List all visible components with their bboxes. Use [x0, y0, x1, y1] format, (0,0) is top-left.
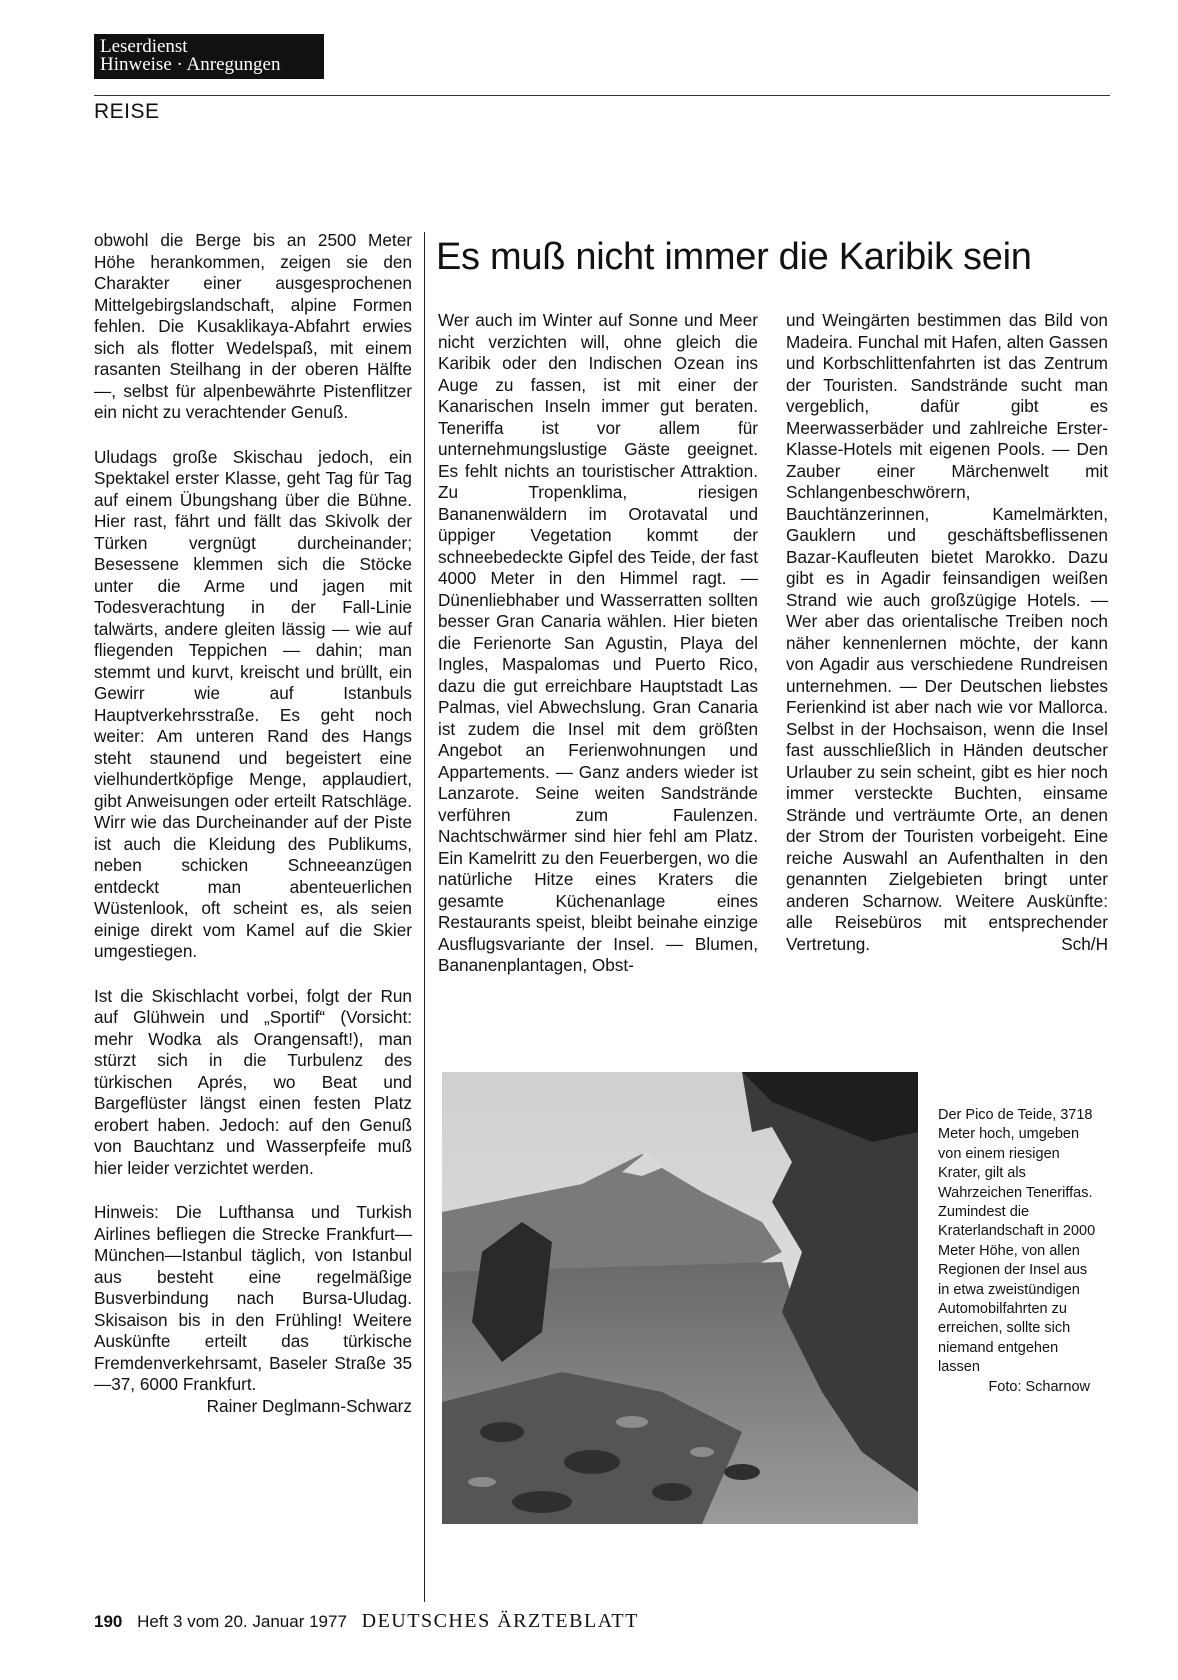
header-rule: [94, 95, 1110, 96]
masthead: [94, 34, 324, 79]
article-headline: Es muß nicht immer die Karibik sein: [436, 236, 1032, 278]
photo-caption-text: Der Pico de Teide, 3718 Meter hoch, umgeben von einem riesigen Krater, gilt als Wahrzeichen Teneriffas. Zumindest die Kraterlandschaft in 2000 Meter Höhe, von allen Regionen der Insel aus in etwa zweistündigen Automobilfahrten zu erreichen, sollte sich niemand entgehen lassen: [938, 1107, 1096, 1376]
left-paragraph-2: Uludags große Skischau jedoch, ein Spektakel erster Klasse, geht Tag für Tag auf einem Übungshang über die Bühne. Hier rast, fährt und fällt das Skivolk der Türken vergnügt durcheinander; Besessene klemmen sich die Stöcke unter die Arme und jagen mit Todesverachtung in der Fall-Linie talwärts, andere gleiten lässig — wie auf fliegenden Teppichen — dahin; man stemmt und kurvt, kreischt und brüllt, ein Gewirr wie auf Istanbuls Hauptverkehrsstraße. Es geht noch weiter: Am unteren Rand des Hangs steht staunend und begeistert eine vielhundertköpfige Menge, applaudiert, gibt Anweisungen oder erteilt Ratschläge. Wirr wie das Durcheinander auf der Piste ist auch die Kleidung des Publikums, neben schicken Schneeanzügen entdeckt man abenteuerlichen Wüstenlook, oft scheint es, als seien einige direkt vom Kamel auf die Skier umgestiegen.: [94, 446, 412, 961]
left-paragraph-4-text: Hinweis: Die Lufthansa und Turkish Airlines befliegen die Strecke Frankfurt—München—Istanbul täglich, von Istanbul aus besteht eine regelmäßige Busverbindung nach Bursa-Uludag. Skisaison bis in den Frühling! Weitere Auskünfte erteilt das türkische Fremdenverkehrsamt, Baseler Straße 35—37, 6000 Frankfurt.: [94, 1202, 412, 1394]
article-signature: Sch/H: [1061, 933, 1108, 954]
article-column-3: [786, 310, 1108, 955]
photo-caption: [938, 1106, 1098, 1397]
section-label: REISE: [94, 100, 160, 123]
left-signature: Rainer Deglmann-Schwarz: [206, 1395, 412, 1416]
column-divider: [424, 232, 425, 1602]
article-column-3-body: und Weingärten bestimmen das Bild von Madeira. Funchal mit Hafen, alten Gassen und Korbschlittenfahrten ist das Zentrum der Touristen. Sandstrände sucht man vergeblich, dafür gibt es Meerwasserbäder und zahlreiche Erster-Klasse-Hotels mit eigenen Pools. — Den Zauber einer Märchenwelt mit Schlangenbeschwörern, Bauchtänzerinnen, Kamelmärkten, Gauklern und geschäftsbeflissenen Bazar-Kaufleuten bietet Marokko. Dazu gibt es in Agadir feinsandigen weißen Strand wie auch großzügige Hotels. — Wer aber das orientalische Treiben noch näher kennenlernen möchte, der kann von Agadir aus verschiedene Rundreisen unternehmen. — Der Deutschen liebstes Ferienkind ist aber nach wie vor Mallorca. Selbst in der Hochsaison, wenn die Insel fast ausschließlich in Händen deutscher Urlauber zu sein scheint, gibt es hier noch immer versteckte Buchten, einsame Strände und verträumte Orte, an denen der Strom der Touristen vorbeigeht. Eine reiche Auswahl an Aufenthalten in den genannten Zielgebieten bringt unter anderen Scharnow. Weitere Auskünfte: alle Reisebüros mit entsprechender Vertretung.: [786, 310, 1108, 954]
article-column-3-text: [786, 310, 1108, 955]
left-column: [94, 230, 412, 1417]
masthead-line1: Leserdienst: [100, 36, 188, 57]
masthead-line2: Hinweise · Anregungen: [100, 54, 281, 75]
page-footer: [94, 1610, 639, 1633]
photo-illustration: [442, 1072, 918, 1524]
photo-credit: Foto: Scharnow: [988, 1378, 1090, 1395]
article-column-2-text: Wer auch im Winter auf Sonne und Meer nicht verzichten will, ohne gleich die Karibik oder den Indischen Ozean ins Auge zu fassen, ist mit einer der Kanarischen Inseln immer gut beraten. Teneriffa ist vor allem für unternehmungslustige Gäste geeignet. Es fehlt nichts an touristischer Attraktion. Zu Tropenklima, riesigen Bananenwäldern im Orotavatal und üppiger Vegetation kommt der schneebedeckte Gipfel des Teide, der fast 4000 Meter in den Himmel ragt. — Dünenliebhaber und Wasserratten sollten besser Gran Canaria wählen. Hier bieten die Ferienorte San Agustin, Playa del Ingles, Maspalomas und Puerto Rico, dazu die gut erreichbare Hauptstadt Las Palmas, viel Abwechslung. Gran Canaria ist zudem die Insel mit dem größten Angebot an Ferienwohnungen und Appartements. — Ganz anders wieder ist Lanzarote. Seine weiten Sandstrände verführen zum Faulenzen. Nachtschwärmer sind hier fehl am Platz. Ein Kamelritt zu den Feuerbergen, wo die natürliche Hitze eines Kraters die gesamte Küchenanlage eines Restaurants speist, bleibt beinahe einzige Ausflugsvariante der Insel. — Blumen, Bananenplantagen, Obst-: [438, 310, 758, 975]
left-paragraph-4: [94, 1202, 412, 1416]
left-paragraph-1: obwohl die Berge bis an 2500 Meter Höhe herankommen, zeigen sie den Charakter einer ausgesprochenen Mittelgebirgslandschaft, alpine Formen fehlen. Die Kusaklikaya-Abfahrt erwies sich als flotter Wedelspaß, mit einem rasanten Steilhang in der oberen Hälfte —, selbst für alpenbewährte Pistenflitzer ein nicht zu verachtender Genuß.: [94, 230, 412, 422]
article-column-2: [438, 310, 758, 977]
left-paragraph-3: Ist die Skischlacht vorbei, folgt der Run auf Glühwein und „Sportif“ (Vorsicht: mehr Wodka als Orangensaft!), man stürzt sich in die Turbulenz des türkischen Aprés, wo Beat und Bargeflüster längst einen festen Platz erobert haben. Jedoch: auf den Genuß von Bauchtanz und Wasserpfeife muß hier leider verzichtet werden.: [94, 985, 412, 1178]
journal-name: DEUTSCHES ÄRZTEBLATT: [361, 1610, 639, 1632]
photo-pico-de-teide: [442, 1072, 918, 1524]
page-number: 190: [94, 1612, 123, 1631]
issue-info: Heft 3 vom 20. Januar 1977: [137, 1612, 347, 1631]
